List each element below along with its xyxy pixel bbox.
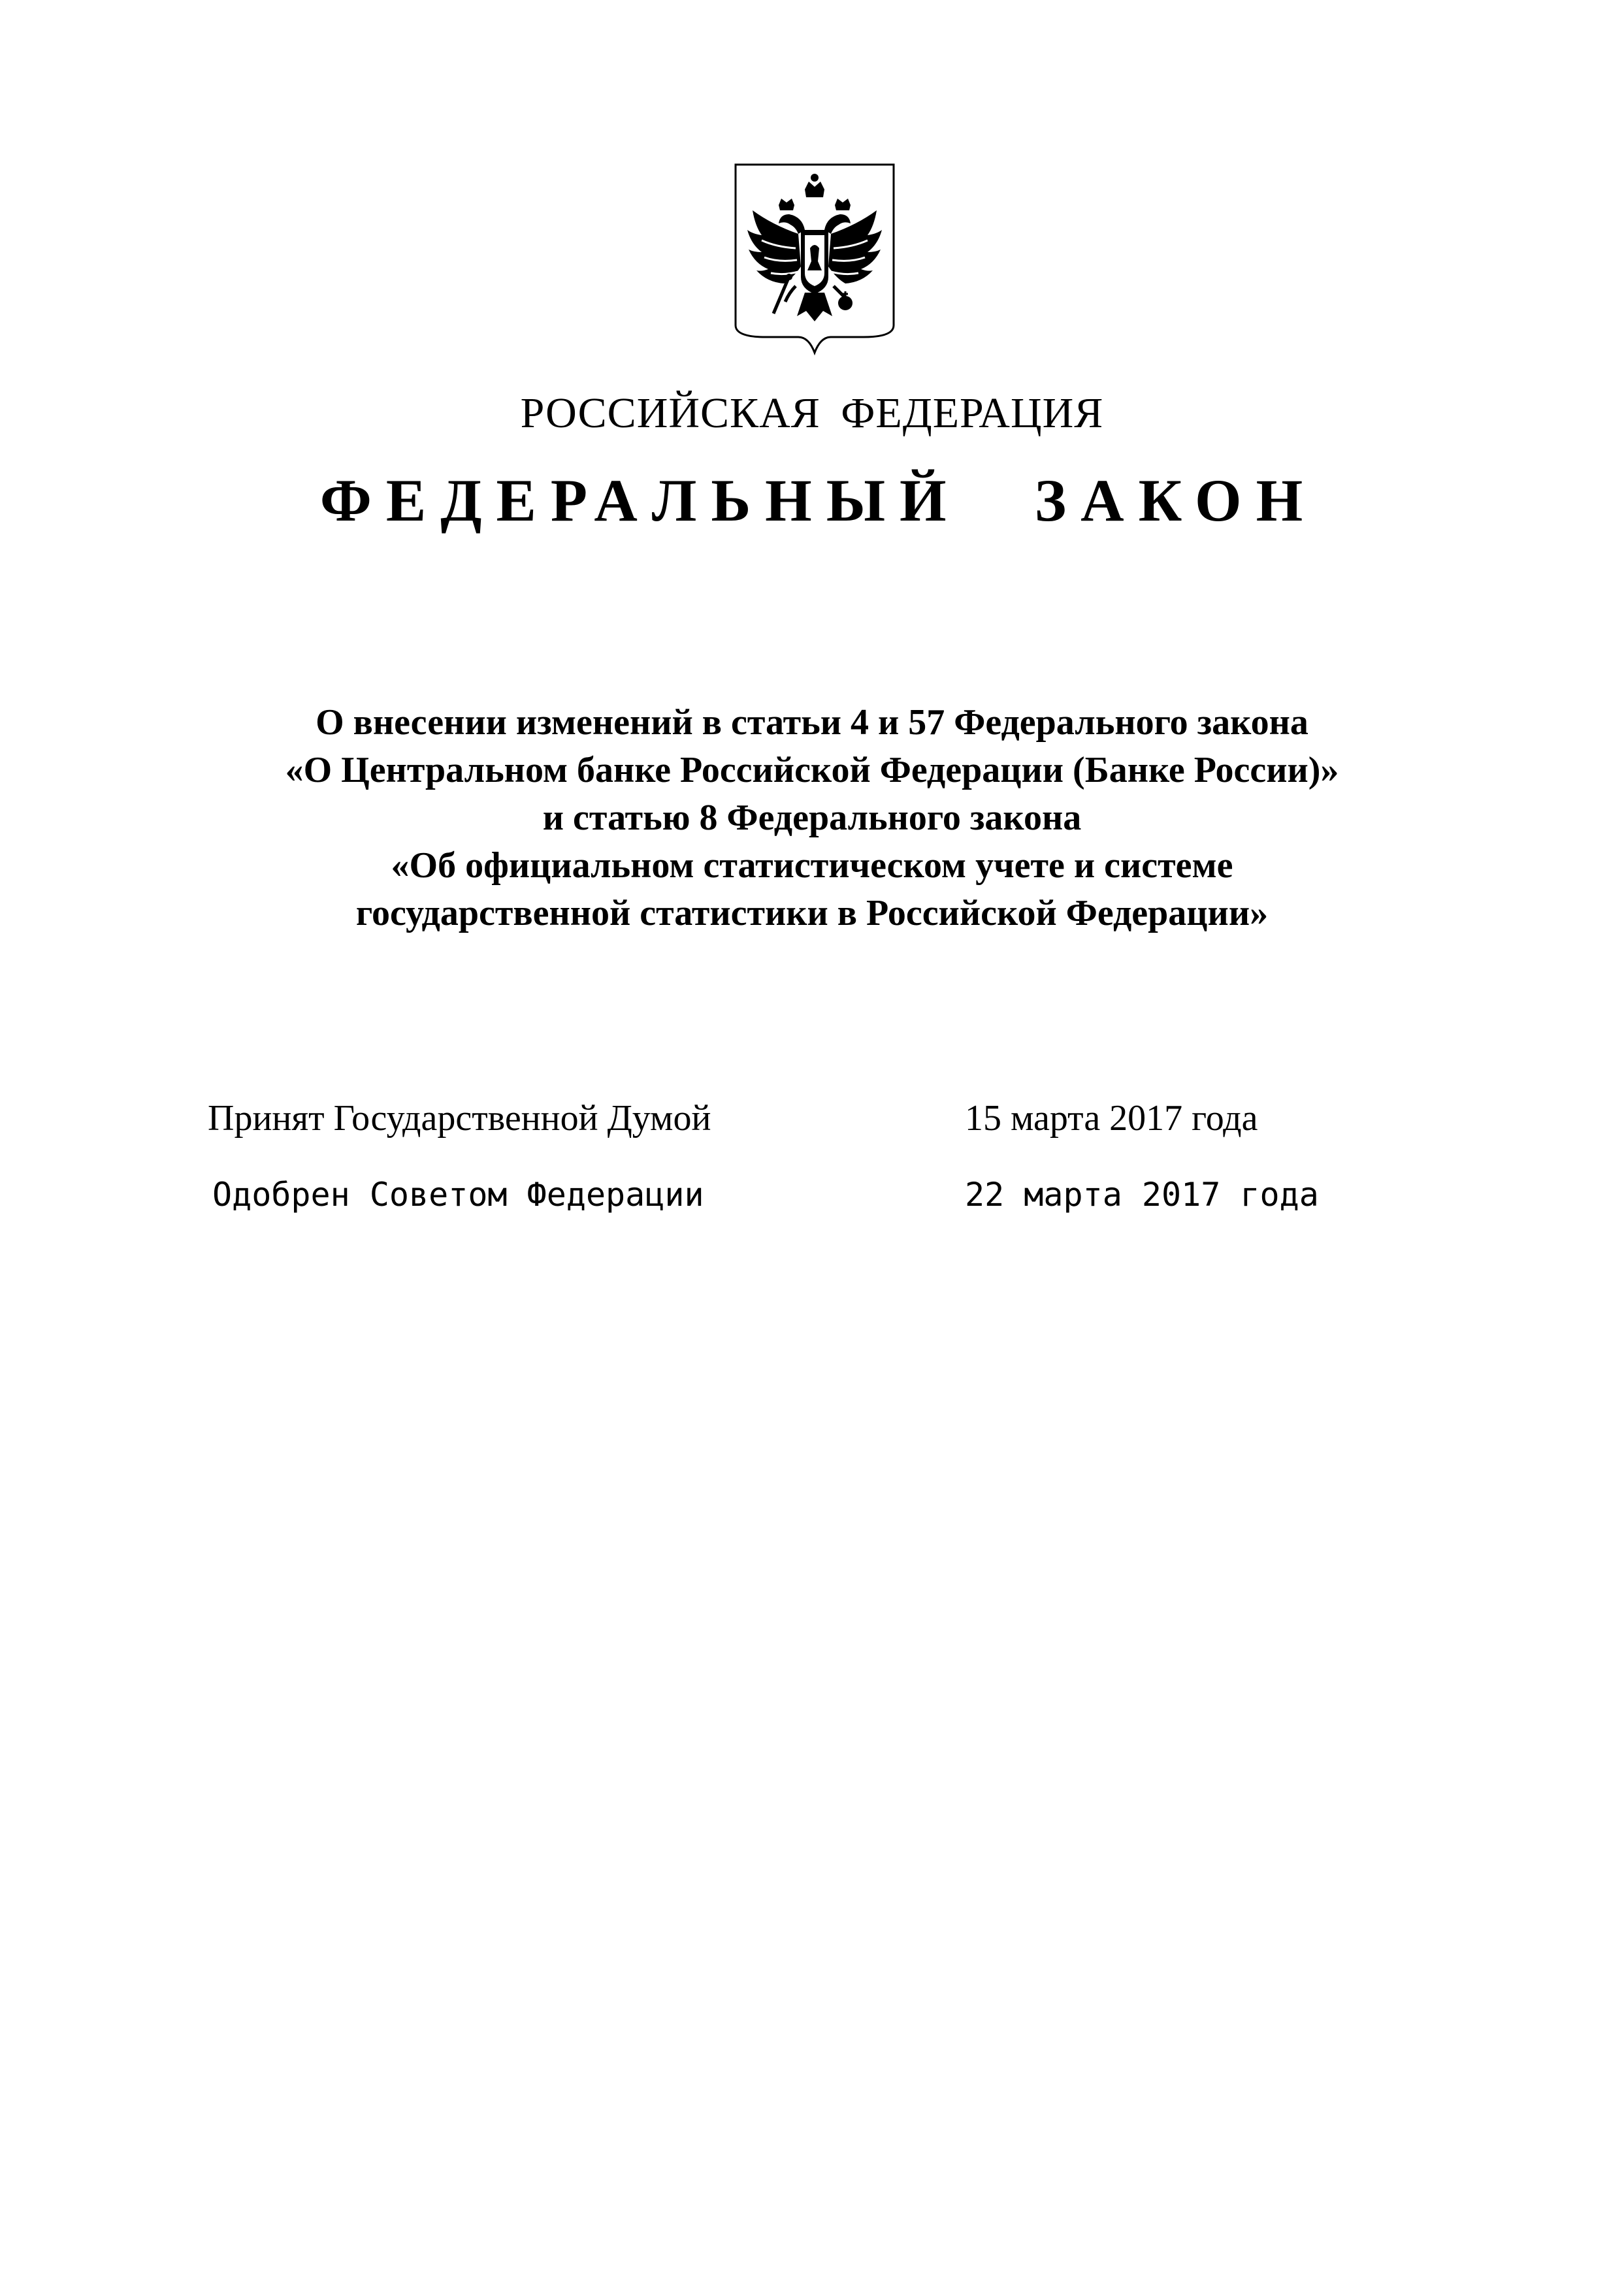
approving-body: Одобрен Советом Федерации [212,1176,704,1214]
adopting-body: Принят Государственной Думой [208,1098,711,1139]
law-title-line: «О Центральном банке Российской Федерации (Банке России)» [285,750,1339,790]
law-title-line: государственной статистики в Российской Федерации» [355,893,1269,933]
coat-of-arms-icon [733,162,896,358]
approval-date: 22 марта 2017 года [965,1176,1319,1214]
law-title-line: О внесении изменений в статьи 4 и 57 Федерального закона [316,702,1308,743]
law-title [0,699,1624,937]
adoption-row-duma [0,1097,1624,1150]
adoption-date: 15 марта 2017 года [965,1098,1258,1139]
country-name: РОССИЙСКАЯ ФЕДЕРАЦИЯ [520,389,1104,437]
document-type: ФЕДЕРАЛЬНЫЙ ЗАКОН [319,467,1318,534]
adoption-row-council [0,1176,1624,1228]
law-title-line: и статью 8 Федерального закона [542,798,1082,838]
law-title-line: «Об официальном статистическом учете и системе [391,845,1233,886]
